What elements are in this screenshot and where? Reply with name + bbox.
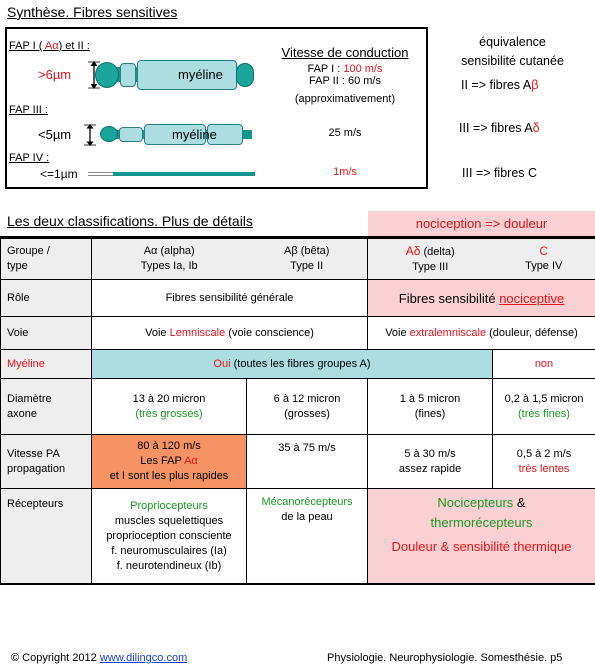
myeline-oui: Oui (toutes les fibres groupes A) <box>92 350 493 379</box>
myeline-non: non <box>493 350 595 379</box>
equivalence-title: équivalence sensibilité cutanée <box>461 35 564 68</box>
header-alpha-beta: Aα (alpha) Types Ia, Ib Aβ (bêta) Type II <box>92 239 368 280</box>
equivalence-row3: III => fibres C <box>462 166 538 180</box>
fap4-axon-start <box>88 172 113 176</box>
role-general: Fibres sensibilité générale <box>92 280 368 317</box>
table-row-role <box>1 280 595 317</box>
fap3-myelin-seg1 <box>119 127 143 142</box>
row-label-vitesse: Vitesse PA propagation <box>1 435 92 489</box>
footer-link[interactable]: www.dilingco.com <box>99 652 188 664</box>
fap1-size: >6µm <box>38 67 72 82</box>
classification-table <box>0 238 595 584</box>
table-row-myeline <box>1 350 595 379</box>
diametre-alpha: 13 à 20 micron (très grosses) <box>92 379 247 435</box>
vitesse-alpha: 80 à 120 m/s Les FAP Aα et I sont les plus rapides <box>92 435 247 489</box>
recepteurs-alpha: Propriocepteurs muscles squelettiques proprioception consciente f. neuromusculaires (Ia) f. neurotendineux (Ib) <box>92 489 247 584</box>
table-header-row <box>1 239 595 280</box>
fap4-label: FAP IV : <box>9 152 50 164</box>
row-label-role: Rôle <box>1 280 92 317</box>
header-delta-c: Aδ (delta) Type III C Type IV <box>368 239 595 280</box>
nociception-banner: nociception => douleur <box>368 211 595 236</box>
synthesis-title: Synthèse. Fibres sensitives <box>7 4 178 20</box>
fap1-label: FAP I ( Aα) et II : <box>9 40 90 52</box>
fap4-size: <=1µm <box>40 167 78 181</box>
row-label-diametre: Diamètre axone <box>1 379 92 435</box>
footer-page-info: Physiologie. Neurophysiologie. Somesthésie. p5 <box>327 652 563 664</box>
row-label-myeline: Myéline <box>1 350 92 379</box>
fap1-node-end <box>236 63 254 87</box>
vitesse-delta: 5 à 30 m/s assez rapide <box>368 435 493 489</box>
table-row-diametre <box>1 379 595 435</box>
conduction-approx: (approximativement) <box>294 93 396 105</box>
classification-title: Les deux classifications. Plus de détails <box>7 213 253 229</box>
diametre-beta: 6 à 12 micron (grosses) <box>247 379 368 435</box>
fap3-label: FAP III : <box>9 104 48 116</box>
fap1-node <box>95 62 119 88</box>
role-nociceptive: Fibres sensibilité nociceptive <box>368 280 595 317</box>
voie-extralemniscale: Voie extralemniscale (douleur, défense) <box>368 317 595 350</box>
conduction-title: Vitesse de conduction <box>281 45 409 60</box>
diametre-delta: 1 à 5 micron (fines) <box>368 379 493 435</box>
fap3-size: <5µm <box>38 127 72 142</box>
header-group-type: Groupe / type <box>1 239 92 280</box>
conduction-fap2: FAP II : 60 m/s <box>309 75 381 87</box>
recepteurs-beta: Mécanorécepteurs de la peau <box>247 489 368 584</box>
classification-table-frame <box>0 236 595 585</box>
table-row-vitesse <box>1 435 595 489</box>
diameter-arrow-icon <box>84 124 96 146</box>
vitesse-beta: 35 à 75 m/s <box>247 435 368 489</box>
row-label-recepteurs: Récepteurs <box>1 489 92 584</box>
fap1-myelin-label: myéline <box>178 67 223 82</box>
voie-lemniscale: Voie Lemniscale (voie conscience) <box>92 317 368 350</box>
conduction-fap3: 25 m/s <box>328 127 362 139</box>
conduction-fap1: FAP I : 100 m/s <box>307 63 383 75</box>
fap1-myelin-seg1 <box>120 63 136 87</box>
fap3-node <box>100 126 118 142</box>
recepteurs-noci: Nocicepteurs & thermorécepteurs Douleur & sensibilité thermique <box>368 489 595 584</box>
equivalence-row2: III => fibres Aδ <box>459 121 540 135</box>
vitesse-c: 0,5 à 2 m/s très lentes <box>493 435 595 489</box>
row-label-voie: Voie <box>1 317 92 350</box>
table-row-voie <box>1 317 595 350</box>
table-row-recepteurs <box>1 489 595 584</box>
diametre-c: 0,2 à 1,5 micron (très fines) <box>493 379 595 435</box>
equivalence-row1: II => fibres Aβ <box>461 78 539 92</box>
fap4-axon <box>113 172 255 176</box>
footer-copyright: © Copyright 2012 www.dilingco.com <box>11 652 188 664</box>
conduction-fap4: 1m/s <box>333 166 357 178</box>
fap3-myelin-label: myéline <box>172 127 217 142</box>
